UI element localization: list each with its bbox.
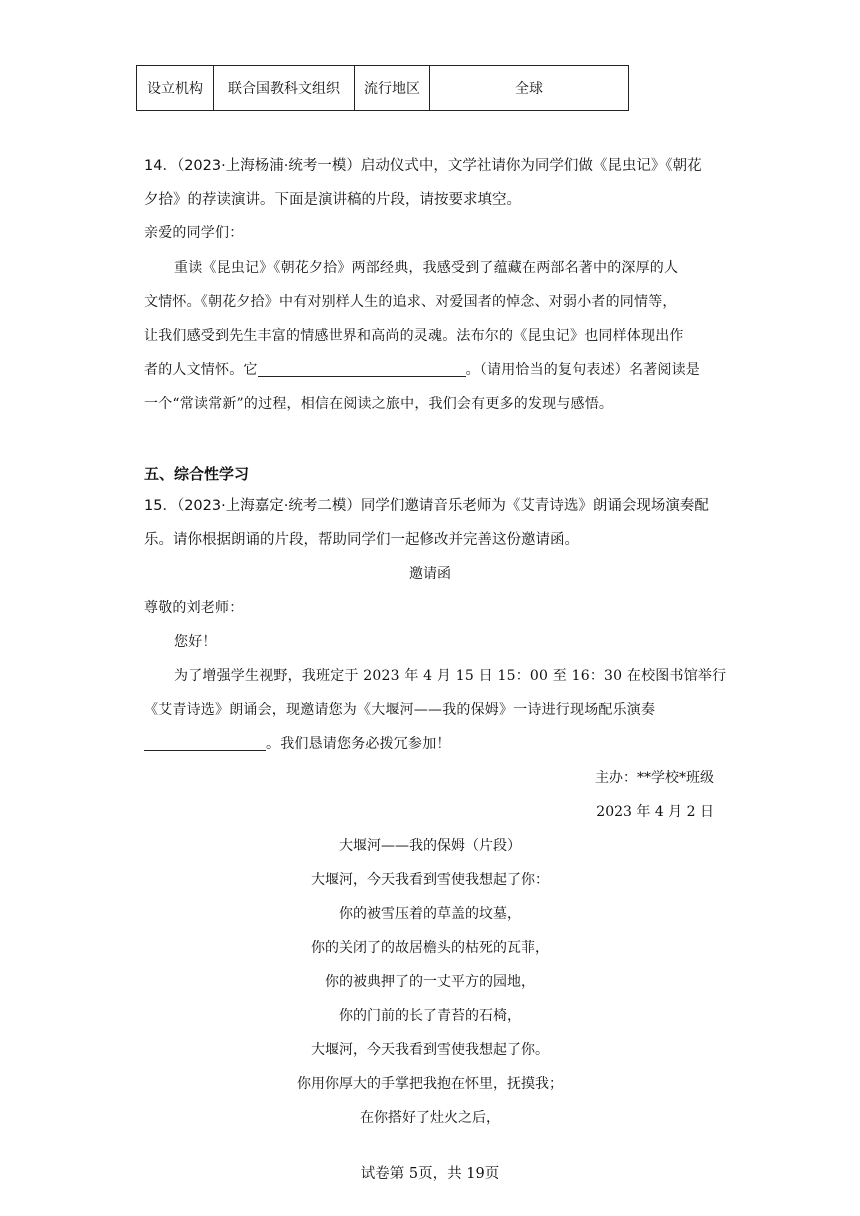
q14-line1: 14．（2023·上海杨浦·统考一模）启动仪式中，文学社请你为同学们做《昆虫记》《朝花 bbox=[144, 158, 702, 174]
letter-text-after-blank: 。我们恳请您务必拨冗参加！ bbox=[266, 736, 451, 752]
poem-line: 你的被典押了的一丈平方的园地， bbox=[325, 974, 535, 990]
q14-paragraph-line bbox=[144, 359, 724, 379]
q14-paragraph-line: 重读《昆虫记》《朝花夕拾》两部经典，我感受到了蕴藏在两部名著中的深厚的人 bbox=[174, 260, 679, 276]
info-table bbox=[136, 65, 629, 111]
q15-line1: 15．（2023·上海嘉定·统考二模）同学们邀请音乐老师为《艾青诗选》朗诵会现场演奏配 bbox=[144, 498, 709, 514]
poem-title: 大堰河——我的保姆（片段） bbox=[339, 838, 521, 854]
poem-line: 大堰河，今天我看到雪使我想起了你： bbox=[311, 872, 549, 888]
answer-blank[interactable] bbox=[144, 736, 266, 751]
letter-body-line bbox=[144, 733, 724, 753]
table-cell: 联合国教科文组织 bbox=[214, 66, 355, 111]
q14-paragraph-line: 文情怀。《朝花夕拾》中有对别样人生的追求、对爱国者的悼念、对弱小者的同情等， bbox=[144, 294, 677, 310]
section-title: 五、综合性学习 bbox=[144, 465, 250, 483]
poem-line: 你的关闭了的故居檐头的枯死的瓦菲， bbox=[311, 940, 549, 956]
q14-text-before-blank: 者的人文情怀。它 bbox=[144, 362, 258, 378]
table-cell: 设立机构 bbox=[137, 66, 214, 111]
poem-line: 你的被雪压着的草盖的坟墓， bbox=[339, 906, 521, 922]
letter-date: 2023 年 4 月 2 日 bbox=[596, 804, 714, 820]
letter-greeting: 您好！ bbox=[174, 634, 217, 650]
table-cell: 流行地区 bbox=[355, 66, 430, 111]
letter-signature: 主办：**学校*班级 bbox=[595, 770, 714, 786]
table-cell: 全球 bbox=[430, 66, 629, 111]
letter-title: 邀请函 bbox=[409, 566, 451, 582]
q14-paragraph-line: 一个“常读常新”的过程，相信在阅读之旅中，我们会有更多的发现与感悟。 bbox=[144, 396, 614, 412]
answer-blank[interactable] bbox=[258, 362, 466, 377]
letter-body-line: 为了增强学生视野，我班定于 2023 年 4 月 15 日 15：00 至 16：30 在校图书馆举行 bbox=[174, 668, 727, 684]
q14-paragraph-line: 让我们感受到先生丰富的情感世界和高尚的灵魂。法布尔的《昆虫记》也同样体现出作 bbox=[144, 328, 684, 344]
poem-line: 在你搭好了灶火之后， bbox=[360, 1110, 500, 1126]
letter-salutation: 尊敬的刘老师： bbox=[144, 600, 244, 616]
poem-line: 大堰河，今天我看到雪使我想起了你。 bbox=[311, 1042, 549, 1058]
table-row bbox=[137, 66, 629, 111]
q14-line2: 夕拾》的荐读演讲。下面是演讲稿的片段，请按要求填空。 bbox=[144, 192, 521, 208]
q15-line2: 乐。请你根据朗诵的片段，帮助同学们一起修改并完善这份邀请函。 bbox=[144, 532, 579, 548]
poem-line: 你用你厚大的手掌把我抱在怀里，抚摸我； bbox=[297, 1076, 563, 1092]
page-footer: 试卷第 5页，共 19页 bbox=[360, 1166, 500, 1182]
q14-salutation: 亲爱的同学们： bbox=[144, 225, 244, 241]
q14-text-after-blank: 。（请用恰当的复句表述）名著阅读是 bbox=[465, 362, 701, 378]
letter-body-line: 《艾青诗选》朗诵会，现邀请您为《大堰河——我的保姆》一诗进行现场配乐演奏 bbox=[144, 702, 656, 718]
poem-line: 你的门前的长了青苔的石椅， bbox=[339, 1008, 521, 1024]
